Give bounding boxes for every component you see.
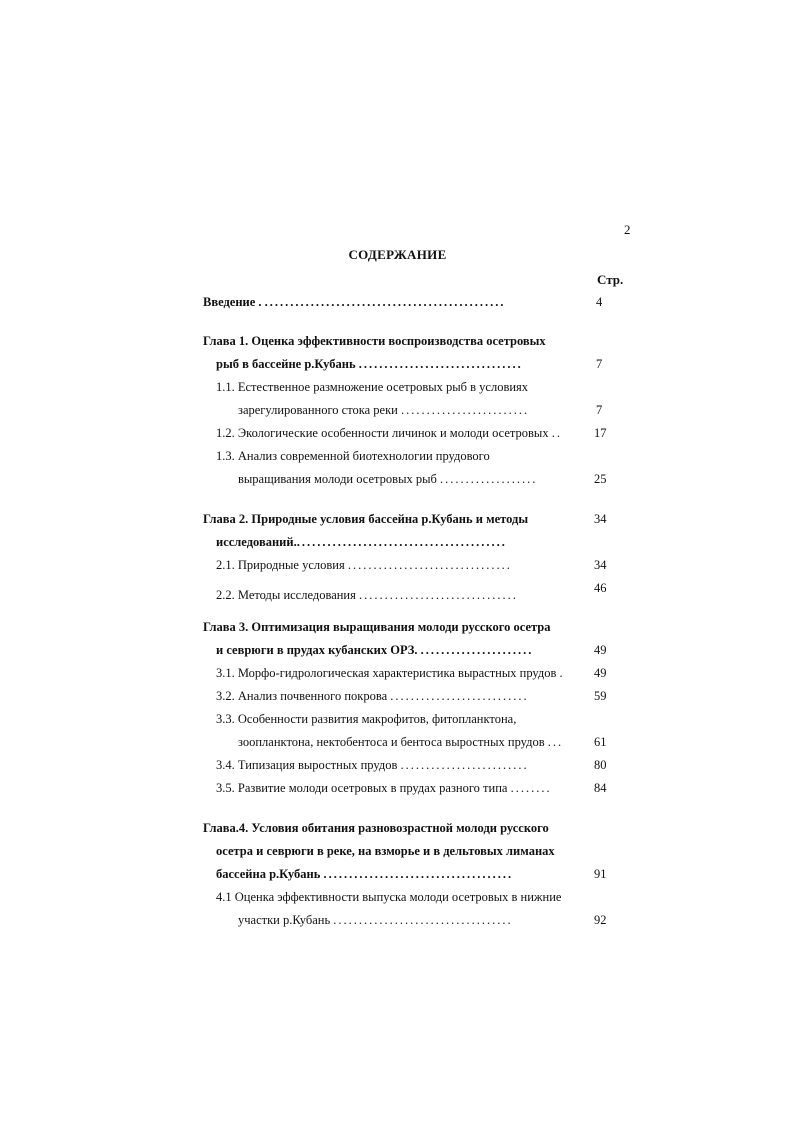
toc-page-number: 7: [596, 357, 603, 371]
toc-page-number: 49: [594, 643, 607, 657]
toc-page-number: 49: [594, 666, 607, 680]
toc-chapter-heading: Глава.4. Условия обитания разновозрастной молоди русского: [203, 821, 549, 835]
toc-page-number: 80: [594, 758, 607, 772]
toc-entry: 3.2. Анализ почвенного покрова ...........................: [216, 689, 529, 703]
toc-page-number: 34: [594, 558, 607, 572]
toc-entry: участки р.Кубань ...................................: [238, 913, 513, 927]
toc-entry: бассейна р.Кубань .....................................: [216, 867, 514, 881]
toc-entry: исследований..........................................: [216, 535, 507, 549]
toc-entry: 3.4. Типизация выростных прудов .........................: [216, 758, 529, 772]
toc-entry: 3.1. Морфо-гидрологическая характеристика вырастных прудов .: [216, 666, 565, 680]
toc-page-number: 25: [594, 472, 607, 486]
toc-entry: 3.5. Развитие молоди осетровых в прудах разного типа ........: [216, 781, 552, 795]
toc-page-number: 46: [594, 581, 607, 595]
toc-chapter-heading: Глава 3. Оптимизация выращивания молоди русского осетра: [203, 620, 551, 634]
toc-chapter-heading: Глава 1. Оценка эффективности воспроизводства осетровых: [203, 334, 546, 348]
toc-entry: 2.2. Методы исследования ...............................: [216, 588, 518, 602]
toc-entry: 4.1 Оценка эффективности выпуска молоди осетровых в нижние: [216, 890, 562, 904]
toc-page-number: 91: [594, 867, 607, 881]
toc-chapter-heading: Глава 2. Природные условия бассейна р.Кубань и методы: [203, 512, 529, 526]
toc-page-number: 17: [594, 426, 607, 440]
page-title: СОДЕРЖАНИЕ: [348, 247, 447, 262]
toc-entry: и севрюги в прудах кубанских ОРЗ. ......................: [216, 643, 534, 657]
toc-entry: 1.3. Анализ современной биотехнологии прудового: [216, 449, 490, 463]
toc-entry: 3.3. Особенности развития макрофитов, фитопланктона,: [216, 712, 517, 726]
toc-entry: зарегулированного стока реки .........................: [238, 403, 530, 417]
toc-page-number: 59: [594, 689, 607, 703]
toc-page-number: 7: [596, 403, 603, 417]
toc-entry: 1.1. Естественное размножение осетровых рыб в условиях: [216, 380, 529, 394]
page-column-label: Стр.: [597, 272, 624, 287]
toc-entry: 2.1. Природные условия ................................: [216, 558, 512, 572]
toc-entry: Введение . ...............................................: [203, 295, 506, 309]
toc-page-number: 61: [594, 735, 607, 749]
toc-page-number: 84: [594, 781, 607, 795]
toc-entry: выращивания молоди осетровых рыб ...................: [238, 472, 538, 486]
toc-entry: рыб в бассейне р.Кубань ................................: [216, 357, 523, 371]
toc-entry: зоопланктона, нектобентоса и бентоса выростных прудов ...: [238, 735, 564, 749]
toc-page-number: 4: [596, 295, 603, 309]
toc-page-number: 92: [594, 913, 607, 927]
toc-entry: 1.2. Экологические особенности личинок и молоди осетровых ..: [216, 426, 562, 440]
toc-chapter-heading: осетра и севрюги в реке, на взморье и в дельтовых лиманах: [216, 844, 555, 858]
page-number: 2: [624, 222, 631, 237]
toc-page-number: 34: [594, 512, 607, 526]
